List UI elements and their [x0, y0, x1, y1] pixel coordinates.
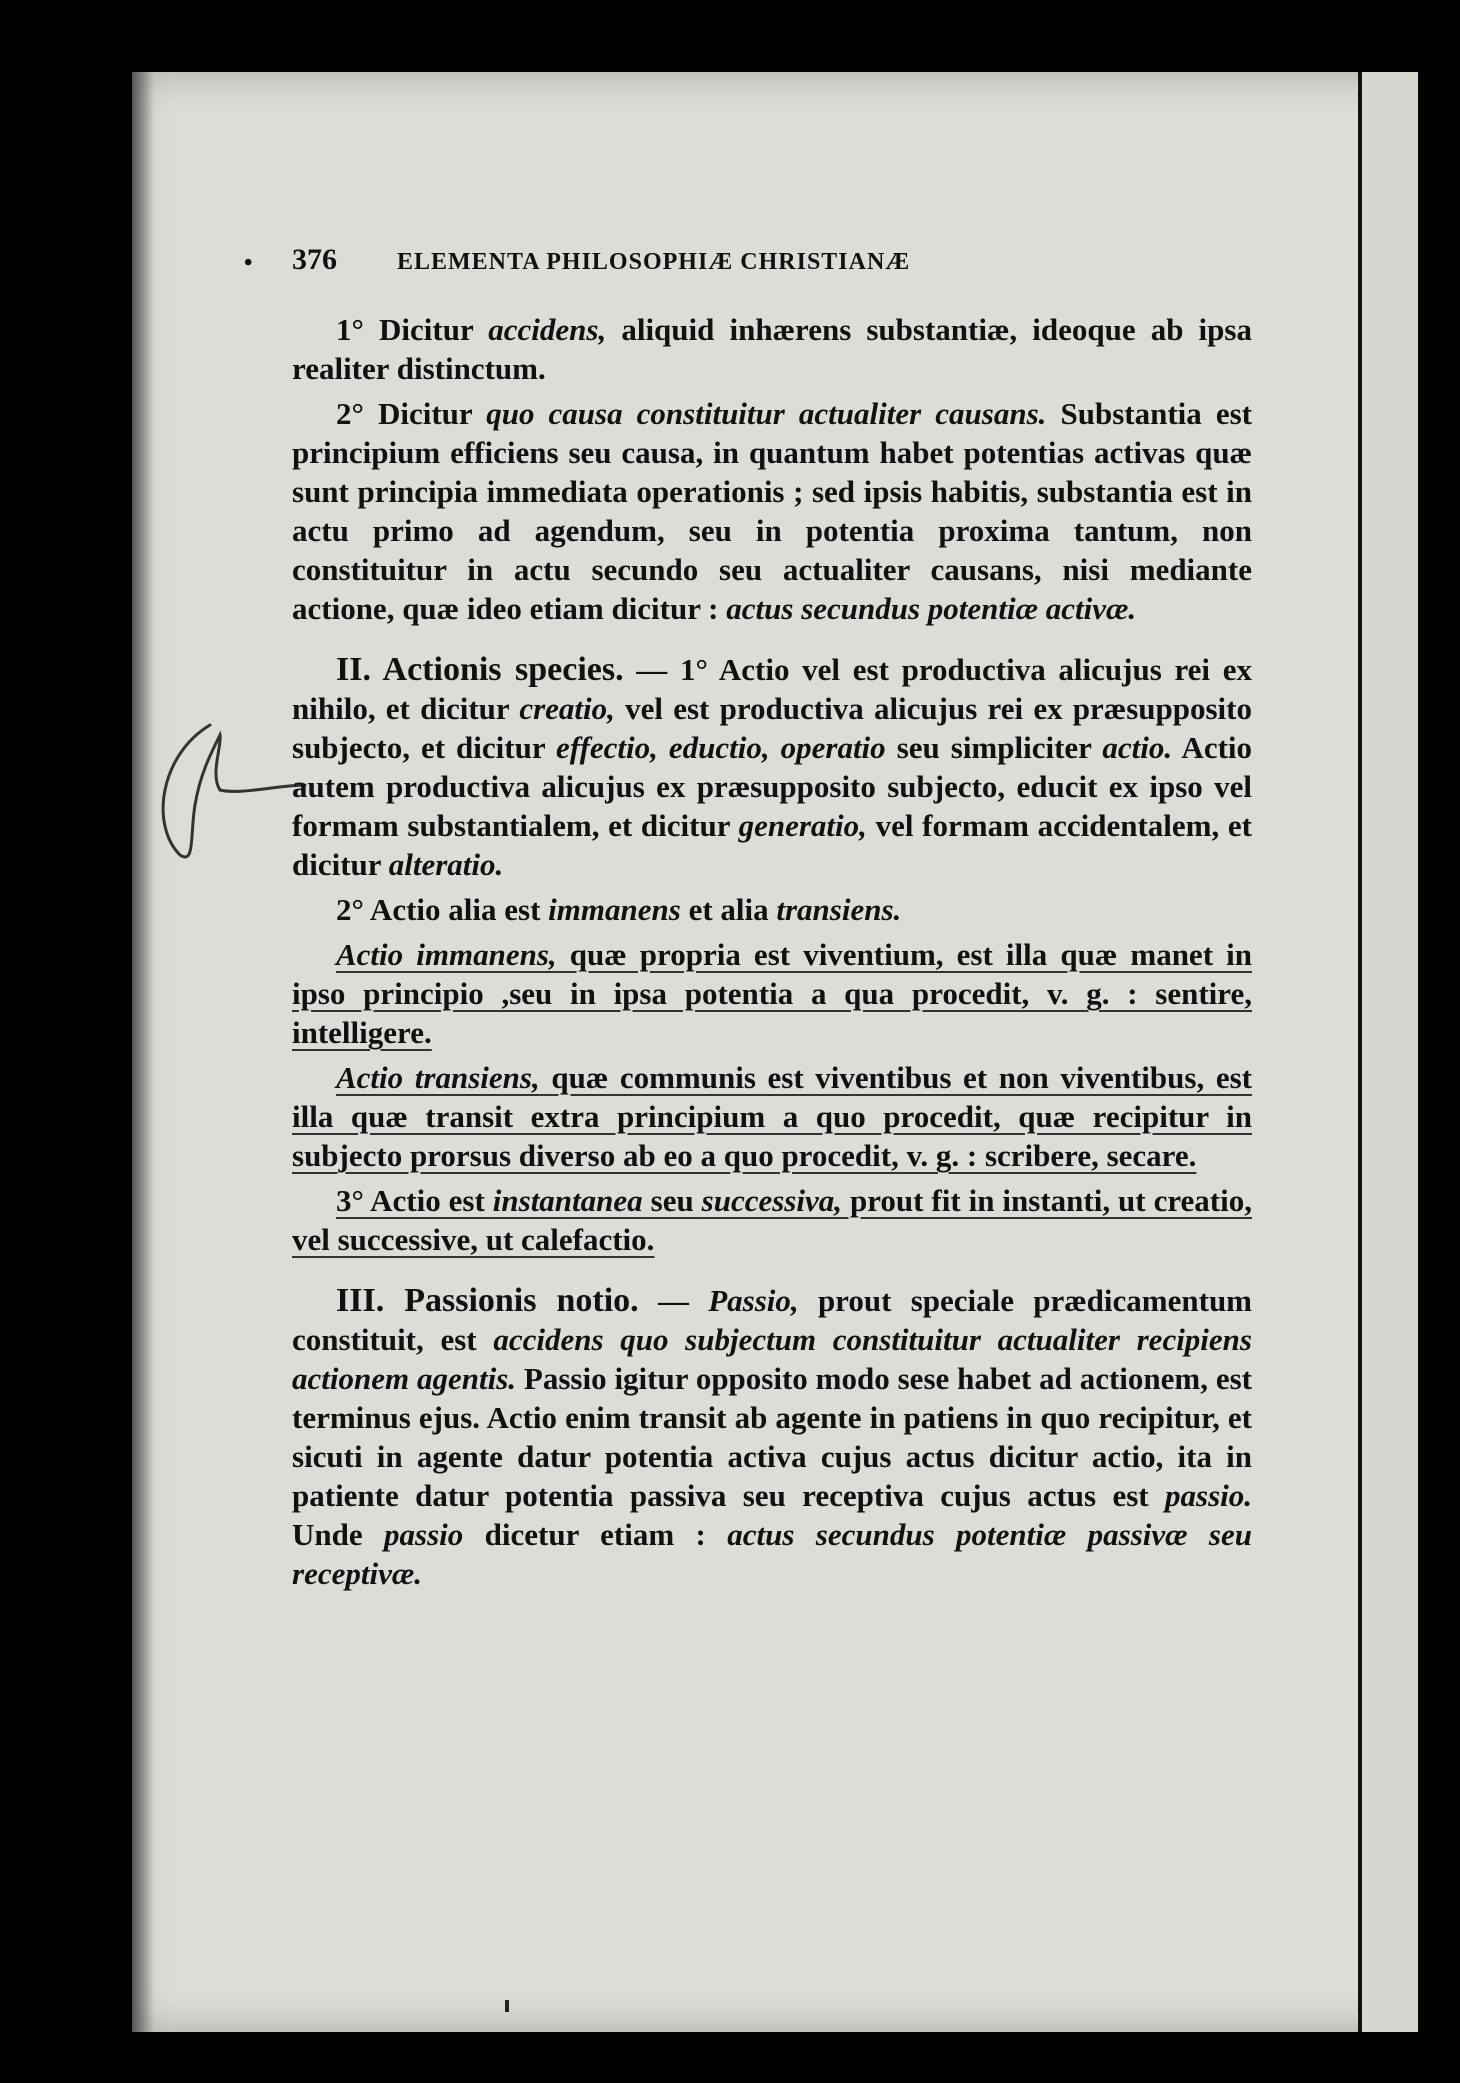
paragraph-causa — [292, 394, 1252, 628]
italic-term: creatio, — [519, 691, 615, 726]
para-text: 3° Actio est — [336, 1183, 493, 1218]
page-gutter-shadow — [132, 72, 154, 2032]
paragraph-actio-transiens — [292, 1058, 1252, 1175]
para-text: Substantia est principium efficiens seu causa, in quantum habet potentias activas quæ sunt principia immediata operationis ; sed ipsis habitis, substantia est in actu primo ad agendum, seu in potentia proxima tantum, non constituitur in actu secundo seu actualiter causans, nisi mediante actione, quæ ideo etiam dicitur : — [292, 396, 1252, 626]
para-text: Actio autem productiva alicujus ex præsupposito subjecto, educit ex ipso vel formam substantialem, et dicitur — [292, 730, 1253, 843]
italic-term: Actio transiens, — [336, 1060, 540, 1095]
italic-term: alteratio. — [388, 847, 504, 882]
italic-term: transiens. — [776, 892, 902, 927]
running-head — [244, 240, 1252, 282]
italic-term: actio. — [1102, 730, 1173, 765]
ink-speck — [505, 2000, 509, 2012]
para-text: vel formam accidentalem, et dicitur — [292, 808, 1252, 882]
para-text: dicetur etiam : — [463, 1517, 728, 1552]
para-text: et alia — [680, 892, 777, 927]
para-text: prout speciale prædicamentum constituit, est — [292, 1283, 1253, 1357]
italic-term: instantanea — [492, 1183, 643, 1218]
italic-term: Actio immanens, — [336, 937, 557, 972]
italic-term: accidens, — [488, 312, 607, 347]
para-text: Passio igitur opposito modo sese habet ad actionem, est terminus ejus. Actio enim transit ab agente in patiens in quo recipitur, et sicuti in agente datur potentia activa cujus actus dicitur actio, ita in patiente datur potentia passiva seu receptiva cujus actus est — [292, 1361, 1252, 1513]
section-actionis-species — [292, 650, 1252, 884]
para-text: seu simpliciter — [885, 730, 1103, 765]
para-text: Unde — [292, 1517, 385, 1552]
italic-term: accidens quo subjectum constituitur actualiter recipiens actionem agentis. — [292, 1322, 1252, 1396]
page-text — [244, 240, 1253, 1599]
para-text: 2° Actio alia est — [336, 892, 549, 927]
italic-term: effectio, eductio, operatio — [556, 730, 886, 765]
running-title: ELEMENTA PHILOSOPHIÆ CHRISTIANÆ — [397, 249, 911, 275]
italic-term: immanens — [548, 892, 681, 927]
paragraph-instantanea — [292, 1181, 1252, 1259]
para-text: aliquid inhærens substantiæ, ideoque ab ipsa realiter distinctum. — [292, 312, 1252, 386]
para-text: — — [638, 1283, 709, 1318]
handwritten-margin-mark — [150, 715, 310, 875]
page-number: 376 — [292, 243, 337, 276]
italic-term: Passio, — [708, 1283, 799, 1318]
para-text: seu — [642, 1183, 702, 1218]
para-text: 2° Dicitur — [336, 396, 487, 431]
paragraph-actio-immanens — [292, 935, 1252, 1052]
section-passionis-notio — [292, 1281, 1252, 1593]
italic-term: passio — [384, 1517, 464, 1552]
dot-mark: • — [244, 250, 255, 276]
italic-term: generatio, — [738, 808, 867, 843]
italic-term: actus secundus potentiæ activæ. — [726, 591, 1137, 626]
italic-term: actus secundus potentiæ passivæ seu receptivæ. — [292, 1517, 1252, 1591]
italic-term: successiva, — [701, 1183, 842, 1218]
para-text: — 1° Actio vel est productiva alicujus rei ex nihilo, et dicitur — [292, 652, 1252, 726]
section-heading: II. Actionis species. — [336, 651, 624, 688]
para-text: prout fit in instanti, ut creatio, vel successive, ut calefactio. — [292, 1183, 1252, 1257]
paragraph-immanens-transiens — [292, 890, 1252, 929]
italic-term: quo causa constituitur actualiter causans. — [486, 396, 1047, 431]
para-text: quæ communis est viventibus et non viventibus, est illa quæ transit extra principium a quo procedit, quæ recipitur in subjecto prorsus diverso ab eo a quo procedit, v. g. : scribere, secare. — [292, 1060, 1252, 1173]
facing-page-edge — [1358, 72, 1418, 2032]
para-text: 1° Dicitur — [336, 312, 489, 347]
section-heading: III. Passionis notio. — [336, 1282, 639, 1319]
para-text: quæ propria est viventium, est illa quæ manet in ipso principio ,seu in ipsa potentia a qua procedit, v. g. : sentire, intelligere. — [292, 937, 1252, 1050]
para-text: vel est productiva alicujus rei ex præsupposito subjecto, et dicitur — [292, 691, 1252, 765]
italic-term: passio. — [1165, 1478, 1252, 1513]
paragraph-accidens — [292, 310, 1252, 388]
